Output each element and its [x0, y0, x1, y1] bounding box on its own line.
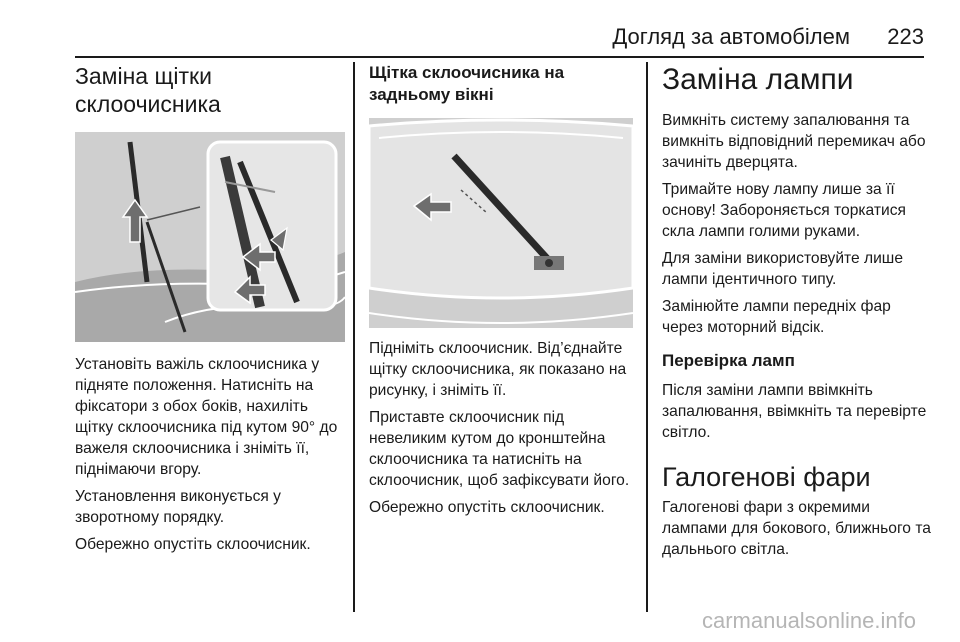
section-heading: Заміна лампи — [662, 63, 854, 96]
paragraph: Замінюйте лампи передніх фар через моторний відсік. — [662, 298, 891, 336]
rear-wiper-illustration — [369, 118, 633, 328]
column-rear-wiper — [369, 62, 633, 524]
page-header-title: Догляд за автомобілем — [612, 24, 850, 49]
header-rule — [75, 56, 924, 58]
paragraph: Установіть важіль склоочисника у підняте положення. Натисніть на фіксатори з обох боків, нахиліть щітку склоочисника під кутом 90° до важеля склоочисника і зніміть її, піднімаючи вгору. — [75, 356, 338, 478]
column-divider — [353, 62, 355, 612]
paragraph: Приставте склоочисник під невеликим кутом до кронштейна склоочисника та натисніть на склоочисник, щоб зафіксувати його. — [369, 409, 630, 489]
paragraph: Після заміни лампи ввімкніть запалювання, ввімкніть та перевірте світло. — [662, 382, 927, 441]
paragraph: Підніміть склоочисник. Від’єднайте щітку склоочисника, як показано на рисунку, і зніміть її. — [369, 340, 627, 399]
paragraph: Для заміни використовуйте лише лампи ідентичного типу. — [662, 250, 903, 288]
paragraph: Галогенові фари з окремими лампами для бокового, ближнього та дальнього світла. — [662, 499, 931, 558]
section-heading: Щітка склоочисника на задньому вікні — [369, 63, 565, 104]
paragraph: Обережно опустіть склоочисник. — [75, 536, 311, 553]
paragraph: Вимкніть систему запалювання та вимкніть відповідний перемикач або зачиніть дверцята. — [662, 112, 926, 171]
wiper-blade-illustration — [75, 132, 345, 342]
column-divider — [646, 62, 648, 612]
watermark: carmanualsonline.info — [701, 608, 916, 633]
paragraph: Установлення виконується у зворотному порядку. — [75, 488, 281, 526]
subsection-heading: Перевірка ламп — [662, 351, 795, 370]
section-heading: Заміна щітки склоочисника — [75, 63, 221, 117]
paragraph: Обережно опустіть склоочисник. — [369, 499, 605, 516]
page-header — [0, 18, 960, 58]
page-number: 223 — [887, 24, 924, 49]
wiper-blade-drawing — [75, 132, 345, 342]
paragraph: Тримайте нову лампу лише за її основу! Забороняється торкатися скла лампи голими руками. — [662, 181, 906, 240]
section-heading: Галогенові фари — [662, 462, 871, 492]
column-bulb-replacement — [662, 62, 932, 566]
column-wiper-blade — [75, 62, 345, 561]
rear-wiper-drawing — [369, 118, 633, 328]
